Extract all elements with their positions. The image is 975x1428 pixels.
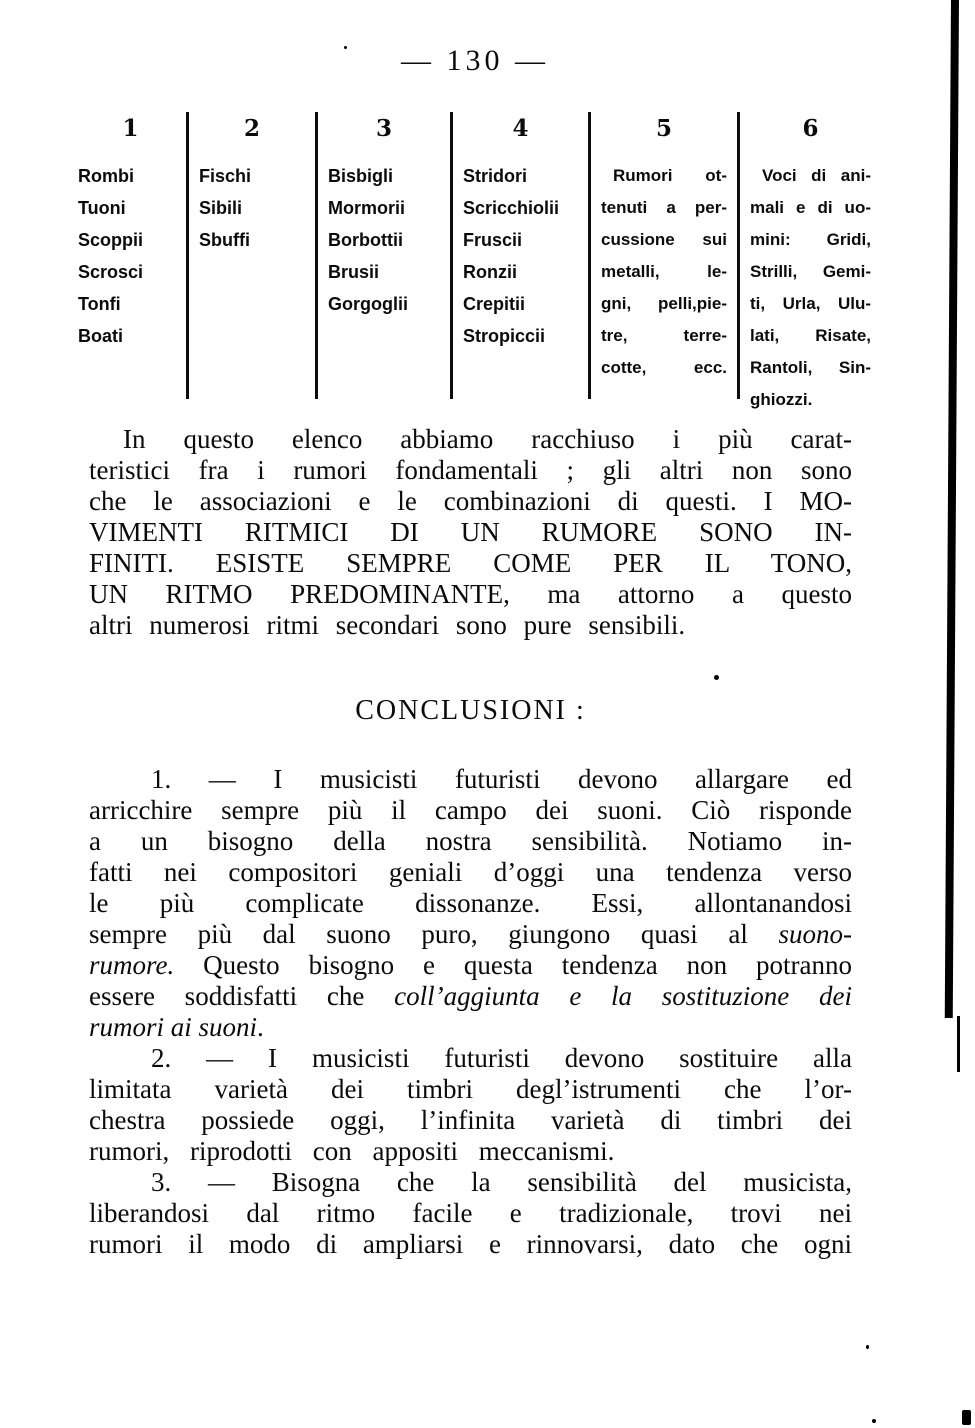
text-line: 3. — Bisogna che la sensibilità del musicista, (151, 1167, 852, 1197)
table-cell-line: Bisbigli (328, 166, 394, 186)
conclusions-heading: CONCLUSIONI : (355, 695, 586, 726)
text-line: rumori, riprodotti con appositi meccanismi. (89, 1136, 615, 1166)
table-cell-line: Crepitii (463, 294, 526, 314)
noise-classification-table (75, 112, 881, 409)
text-line: liberandosi dal ritmo facile e tradizionale, trovi nei (89, 1198, 852, 1228)
text-line: essere soddisfatti che coll’aggiunta e la sostituzione dei (89, 981, 853, 1011)
table-cell-line: tre, terre- (601, 326, 727, 345)
text-line: 2. — I musicisti futuristi devono sostituire alla (151, 1043, 852, 1073)
table-cell-line: Rombi (78, 166, 134, 186)
table-cell-line: Gorgoglii (328, 294, 408, 314)
conclusion-point-1 (89, 764, 852, 1043)
table-cell-line: mali e di uo- (750, 198, 871, 217)
table-cell-line: cotte, ecc. (601, 358, 727, 377)
table-cell-line: Fischi (199, 166, 252, 186)
table-cell-line: lati, Risate, (750, 326, 871, 345)
table-cell-line: Scricchiolii (463, 198, 560, 218)
text-line: arricchire sempre più il campo dei suoni. Ciò risponde (89, 795, 852, 825)
table-cell-line: Borbottii (328, 230, 403, 250)
text-line: le più complicate dissonanze. Essi, allontanandosi (89, 888, 852, 918)
table-cell-line: gni, pelli,pie- (601, 294, 727, 313)
table-cell-line: Tonfi (78, 294, 121, 314)
table-cell-line: Stridori (463, 166, 528, 186)
body-text (89, 424, 852, 1260)
table-cell-line: Fruscii (463, 230, 523, 250)
text-line: che le associazioni e le combinazioni di questi. I MO- (89, 486, 852, 516)
text-line: fatti nei compositori geniali d’oggi una tendenza verso (89, 857, 852, 887)
table-column-3 (318, 112, 453, 399)
scan-speck (866, 1345, 869, 1349)
table-cell-line: Scoppii (78, 230, 144, 250)
scan-artifact-edge-line (945, 0, 959, 1018)
scan-artifact-edge-line-tail (957, 1016, 960, 1072)
table-cell-line: Voci di ani- (762, 166, 871, 185)
table-cell-line: mini: Gridi, (750, 230, 871, 249)
table-column-4 (453, 112, 591, 399)
table-cell-line: Boati (78, 326, 123, 346)
column-items (453, 160, 588, 352)
text-line: UN RITMO PREDOMINANTE, ma attorno a questo (89, 579, 852, 609)
column-number: 4 (512, 115, 529, 142)
table-cell-line: Ronzii (463, 262, 517, 282)
column-number: 2 (243, 115, 260, 142)
text-line: a un bisogno della nostra sensibilità. Notiamo in- (89, 826, 852, 856)
table-column-5 (591, 112, 740, 399)
table-column-2 (189, 112, 318, 399)
page-number: — 130 — (401, 44, 549, 77)
table-cell-line: metalli, le- (601, 262, 727, 281)
text-line: rumore. Questo bisogno e questa tendenza non potranno (89, 950, 852, 980)
column-items (591, 160, 737, 384)
table-cell-line: Rantoli, Sin- (750, 358, 871, 377)
column-number: 3 (375, 115, 392, 142)
table-cell-line: cussione sui (601, 230, 727, 249)
scan-speck (872, 1419, 876, 1423)
table-cell-line: Rumori ot- (613, 166, 727, 185)
scan-artifact-blob (962, 1410, 971, 1425)
scan-speck (344, 46, 347, 49)
text-line: VIMENTI RITMICI DI UN RUMORE SONO IN- (89, 517, 852, 547)
table-cell-line: Tuoni (78, 198, 126, 218)
column-items (318, 160, 450, 320)
text-line: FINITI. ESISTE SEMPRE COME PER IL TONO, (89, 548, 852, 578)
table-cell-line: Sibili (199, 198, 243, 218)
column-number: 5 (655, 115, 672, 142)
text-line: sempre più dal suono puro, giungono quasi al suono- (89, 919, 852, 949)
column-items (740, 160, 881, 416)
table-cell-line: Sbuffi (199, 230, 250, 250)
table-cell-line: tenuti a per- (601, 198, 727, 217)
column-items (189, 160, 315, 256)
table-cell-line: Scrosci (78, 262, 144, 282)
text-line: In questo elenco abbiamo racchiuso i più carat- (123, 424, 852, 454)
conclusion-point-2 (89, 1043, 852, 1167)
table-cell-line: Stropiccii (463, 326, 546, 346)
text-line: limitata varietà dei timbri degl’istrumenti che l’or- (89, 1074, 852, 1104)
column-number: 1 (122, 115, 139, 142)
text-line: teristici fra i rumori fondamentali ; gli altri non sono (89, 455, 852, 485)
column-number: 6 (802, 115, 819, 142)
table-cell-line: Mormorii (328, 198, 406, 218)
scan-speck (714, 675, 719, 680)
table-column-6 (740, 112, 881, 409)
intro-paragraph (89, 424, 852, 641)
table-cell-line: ti, Urla, Ulu- (750, 294, 871, 313)
table-cell-line: ghiozzi. (750, 390, 813, 409)
table-cell-line: Strilli, Gemi- (750, 262, 871, 281)
text-line: rumori ai suoni. (89, 1012, 264, 1042)
column-items (75, 160, 186, 352)
conclusion-point-3 (89, 1167, 852, 1260)
text-line: rumori il modo di ampliarsi e rinnovarsi, dato che ogni (89, 1229, 852, 1259)
text-line: altri numerosi ritmi secondari sono pure sensibili. (89, 610, 686, 640)
table-column-1 (75, 112, 189, 399)
table-cell-line: Brusii (328, 262, 380, 282)
text-line: chestra possiede oggi, l’infinita varietà di timbri dei (89, 1105, 852, 1135)
text-line: 1. — I musicisti futuristi devono allargare ed (151, 764, 852, 794)
